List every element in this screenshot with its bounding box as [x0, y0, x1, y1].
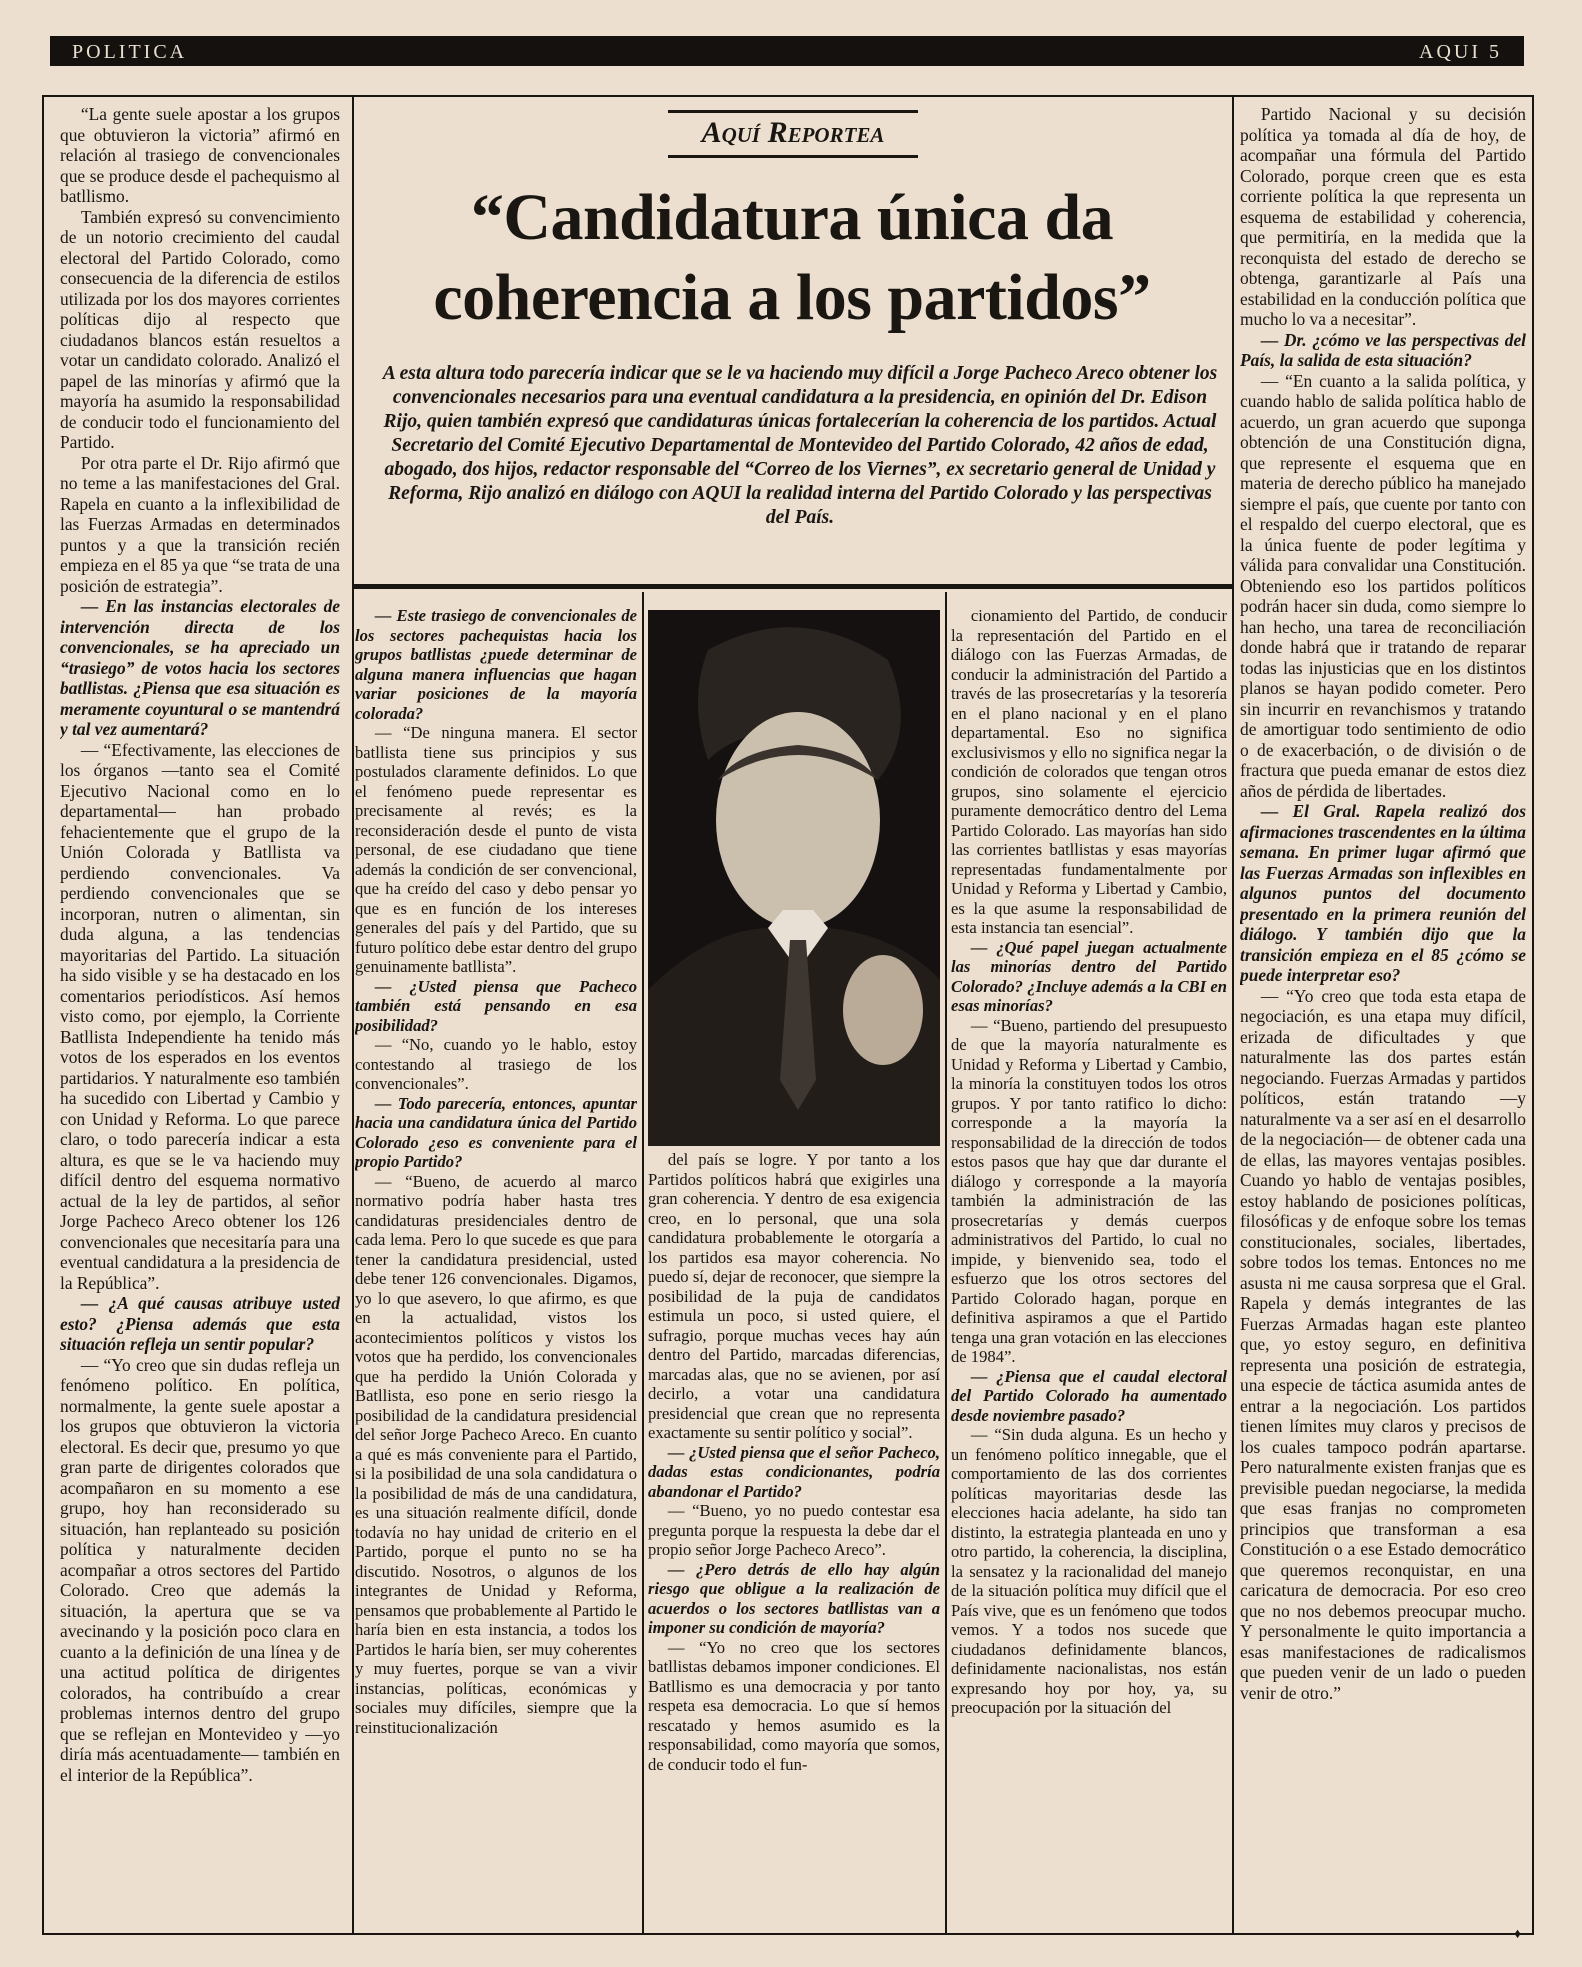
- interview-question: — El Gral. Rapela realizó dos afirmaciones trascendentes en la última semana. En primer lugar afirmó que las Fuerzas Armadas son inflexibles en algunos puntos del documento presentado en la primera reunión del diálogo. Y también dijo que la transición empieza en el 85 ¿cómo se puede interpretar eso?: [1240, 801, 1526, 985]
- interview-question: — Este trasiego de convencionales de los sectores pachequistas hacia los grupos batllistas ¿puede determinar de alguna manera influencias que hagan variar posiciones de la mayoría colorada?: [355, 606, 637, 723]
- portrait-image: [648, 610, 940, 1146]
- paragraph: Por otra parte el Dr. Rijo afirmó que no teme a las manifestaciones del Gral. Rapela en cuanto a la inflexibilidad de las Fuerzas Armadas en determinados puntos y a que la transición recién empieza en el 85 ya que “se trata de una posición de estrategia”.: [60, 452, 340, 596]
- column-rule: [642, 592, 644, 1933]
- paragraph: — “No, cuando yo le hablo, estoy contestando al trasiego de los convencionales”.: [355, 1035, 637, 1093]
- interview-question: — ¿Qué papel juegan actualmente las minorías dentro del Partido Colorado? ¿Incluye además a la CBI en esas minorías?: [951, 937, 1227, 1015]
- paragraph: “La gente suele apostar a los grupos que obtuvieron la victoria” afirmó en relación al trasiego de convencionales que se produce desde el pachequismo al batllismo.: [60, 104, 340, 206]
- paragraph: — “En cuanto a la salida política, y cuando hablo de salida política hablo de acuerdo, un gran acuerdo que suponga obtención de una Constitución digna, que represente el esquema que en materia de derecho público ha manejado siempre el país, que cuente por tanto con el respaldo del cuerpo electoral, que es la única fuente de poder legítima y válida para convalidar una Constitución. Obteniendo eso los partidos políticos podrán hacer sin duda, como siempre lo han hecho, una tarea de reconciliación donde habrá que ir tratando de reparar todas las injusticias que en los distintos planos se hayan podido cometer. Pero sin incurrir en revanchismos y tratando de amortiguar todo sentimiento de odio o de exacerbación, o de división o de fractura que pueda emanar de estos diez años de pérdida de libertades.: [1240, 370, 1526, 801]
- section-name: POLITICA: [72, 41, 188, 63]
- paragraph: — “Efectivamente, las elecciones de los órganos —tanto sea el Comité Ejecutivo Nacional como en lo departamental— han probado fehacientemente que el grupo de la Unión Colorada y Batllista va perdiendo convencionales. Va perdiendo convencionales que se incorporan, nutren o alimentan, sin duda alguna, a las tendencias mayoritarias del Partido. La situación ha sido visible y se ha destacado en los comentarios periodísticos. Así hemos visto como, por ejemplo, la Corriente Batllista Independiente ha tenido más votos de los esperados en los eventos partidarios. Y naturalmente eso también ha sucedido con Libertad y Cambio y con Unidad y Reforma. Lo que parece claro, o todo parecería indicar a esta altura, es que se le va haciendo muy difícil dentro del esquema normativo actual de la ley de partidos, al señor Jorge Pacheco Areco obtener los 126 convencionales que necesitaría para una eventual candidatura a la presidencia de la República”.: [60, 739, 340, 1293]
- page-number: AQUI 5: [1419, 41, 1502, 63]
- column-3-lower: [648, 1150, 940, 1932]
- interview-question: — Dr. ¿cómo ve las perspectivas del País, la salida de esta situación?: [1240, 329, 1526, 370]
- portrait-photo: [648, 610, 940, 1146]
- paragraph: — “Bueno, de acuerdo al marco normativo podría haber hasta tres candidaturas presidenciales dentro de cada lema. Pero lo que sucede es que para tener la candidatura presidencial, usted debe tener 126 convencionales. Digamos, yo lo que asevero, lo que afirmo, es que en la actualidad, vistos los acontecimientos políticos y vistos los votos que ha perdido, los convencionales que ha perdido la Unión Colorada y Batllista, eso pone en serio riesgo la posibilidad de la candidatura presidencial del señor Jorge Pacheco Areco. En cuanto a qué es más conveniente para el Partido, si la posibilidad de una sola candidatura o la posibilidad de más de una candidatura, es una situación realmente difícil, donde todavía no hay unidad de criterio en el Partido, porque el punto no se ha discutido. Nosotros, o algunos de los integrantes de Unidad y Reforma, pensamos que probablemente al Partido le haría bien en esta instancia, a todos los Partidos le haría bien, ser muy coherentes y muy fuertes, porque se van a vivir instancias, políticas, económicas y sociales muy difíciles, siempre que la reinstitucionalización: [355, 1171, 637, 1737]
- paragraph: — “Yo creo que sin dudas refleja un fenómeno político. En política, normalmente, la gente suele apostar a los grupos que obtuvieron la victoria electoral. Es decir que, presumo yo que gran parte de dirigentes colorados que acompañaron en su momento a ese grupo, hoy han reconsiderado su situación, han replanteado su posición política y naturalmente deciden acompañar a otros sectores del Partido Colorado. Creo que además la situación, la apertura que se va avecinando y la posición poco clara en cuanto a la definición de una línea y de una actitud política de dirigentes colorados, ha contribuído a crear problemas internos dentro del grupo que se reflejan en Montevideo y —yo diría más acentuadamente— también en el interior de la República”.: [60, 1354, 340, 1785]
- headline: “Candidatura única da coherencia a los partidos”: [433, 181, 1151, 334]
- section-kicker: Aquí Reportea: [668, 110, 918, 158]
- column-4: [951, 606, 1227, 1932]
- interview-question: — ¿Pero detrás de ello hay algún riesgo que obligue a la realización de acuerdos o los sectores batllistas van a imponer su condición de mayoría?: [648, 1559, 940, 1637]
- paragraph: — “Yo creo que toda esta etapa de negociación, es una etapa muy difícil, erizada de dificultades y que naturalmente las dos partes están negociando. Fuerzas Armadas y partidos políticos, están tratando —y naturalmente va a ser así en el desarrollo de la negociación— de obtener cada una de ellas, las mayores ventajas posibles. Cuando yo hablo de ventajas posibles, estoy hablando de posiciones políticas, filosóficas y de enfoque sobre los temas constitucionales, sociales, libertades, sobre todos los temas. Entonces no me asusta ni me causa sorpresa que el Gral. Rapela y demás integrantes de las Fuerzas Armadas hagan este planteo que, yo estoy seguro, en definitiva representa una posición de estrategia, una especie de táctica asumida antes de entrar a la negociación. Los partidos tienen límites muy claros y precisos de los cuales tampoco podrán apartarse. Pero naturalmente existen franjas que es previsible puedan negociarse, la medida que esas franjas no comprometen principios que transforman a esa Constitución o a ese Estado democrático que queremos reconquistar, en una caricatura de democracia. Por eso creo que no nos debemos preocupar mucho. Y personalmente le quito importancia a esas manifestaciones de radicalismos que pueden venir de un lado o pueden venir de otro.”: [1240, 985, 1526, 1703]
- interview-question: — En las instancias electorales de intervención directa de los convencionales, se ha apreciado un “trasiego” de votos hacia los sectores batllistas. ¿Piensa que esa situación es meramente coyuntural o se mantendrá y tal vez aumentará?: [60, 596, 340, 739]
- interview-question: — Todo parecería, entonces, apuntar hacia una candidatura única del Partido Colorado ¿eso es conveniente para el propio Partido?: [355, 1093, 637, 1171]
- column-5: [1240, 104, 1526, 1932]
- header-bar: [50, 36, 1524, 66]
- lead-rule: [352, 584, 1234, 589]
- interview-question: — ¿Piensa que el caudal electoral del Partido Colorado ha aumentado desde noviembre pasado?: [951, 1366, 1227, 1425]
- column-1: [60, 104, 340, 1932]
- paragraph: — “De ninguna manera. El sector batllista tiene sus principios y sus postulados claramente definidos. Lo que el fenómeno puede representar es precisamente al revés; es la reconsideración desde el punto de vista personal, de ese ciudadano que tiene además la condición de ser convencional, que ha creído del caso y debo pensar yo que es en función de los intereses generales del país y del Partido, que su futuro político debe estar dentro del grupo genuinamente batllista”.: [355, 723, 637, 976]
- paragraph: También expresó su convencimiento de un notorio crecimiento del caudal electoral del Partido Colorado, como consecuencia de la diferencia de estilos utilizada por los dos mayores corrientes políticas dijo al respecto que ciudadanos blancos están resueltos a votar un candidato colorado. Analizó el papel de las minorías y afirmó que la mayoría ha asumido la responsabilidad de conducir todo el funcionamiento del Partido.: [60, 206, 340, 452]
- interview-question: — ¿A qué causas atribuye usted esto? ¿Piensa además que esta situación refleja un sentir popular?: [60, 1293, 340, 1354]
- column-rule: [1232, 97, 1234, 1933]
- column-rule: [352, 97, 354, 1933]
- paragraph: — “Bueno, yo no puedo contestar esa pregunta porque la respuesta la debe dar el propio señor Jorge Pacheco Areco”.: [648, 1501, 940, 1559]
- end-mark: ♦: [1514, 1927, 1522, 1942]
- column-rule: [945, 592, 947, 1933]
- column-2: [355, 606, 637, 1932]
- lead-paragraph: A esta altura todo parecería indicar que se le va haciendo muy difícil a Jorge Pacheco Areco obtener los convencionales necesarios para una eventual candidatura a la presidencia, en opinión del Dr. Edison Rijo, quien también expresó que candidaturas únicas fortalecerían la coherencia de los partidos. Actual Secretario del Comité Ejecutivo Departamental de Montevideo del Partido Colorado, 42 años de edad, abogado, dos hijos, redactor responsable del “Correo de los Viernes”, ex secretario general de Unidad y Reforma, Rijo analizó en diálogo con AQUI la realidad interna del Partido Colorado y las perspectivas del País.: [382, 363, 1218, 528]
- paragraph: — “Yo no creo que los sectores batllistas debamos imponer condiciones. El Batllismo es una democracia y por tanto respeta esa democracia. Lo que sí hemos rescatado y hemos asumido es la responsabilidad, como mayoría que somos, de conducir todo el fun-: [648, 1637, 940, 1774]
- paragraph: del país se logre. Y por tanto a los Partidos políticos habrá que exigirles una gran coherencia. Y dentro de esa exigencia creo, en lo personal, que una sola candidatura probablemente le otorgaría a los partidos esa mayor coherencia. No puedo sí, dejar de reconocer, que siempre la posibilidad de la puja de candidatos estimula un poco, si usted quiere, el sufragio, porque muchas veces hay aún dentro del Partido, marcadas diferencias, marcadas alas, que no se avienen, por así decirlo, a votar una candidatura presidencial que crean que no representa exactamente su sentir político y social”.: [648, 1150, 940, 1442]
- interview-question: — ¿Usted piensa que el señor Pacheco, dadas estas condicionantes, podría abandonar el Partido?: [648, 1442, 940, 1501]
- paragraph: Partido Nacional y su decisión política ya tomada al día de hoy, de acompañar una fórmula del Partido Colorado, porque creen que es esta corriente política la que representa un esquema de estabilidad y coherencia, que permitiría, en la medida que la reconquista del estado de derecho se obtenga, garantizarle al País una estabilidad en la conducción política que mucho lo va a necesitar”.: [1240, 104, 1526, 329]
- paragraph: — “Sin duda alguna. Es un hecho y un fenómeno político innegable, que el comportamiento de las dos corrientes políticas mayoritarias desde las elecciones hacia adelante, ha sido tan distinto, la estrategia planteada en uno y otro partido, la coherencia, la disciplina, la sensatez y la racionalidad del manejo de la situación política muy difícil que el País vive, que es un fenómeno que todos vemos. Y a todos nos sucede que ciudadanos definidamente blancos, definidamente nacionalistas, nos están expresando hoy por hoy, ya, su preocupación por la situación del: [951, 1425, 1227, 1717]
- paragraph: cionamiento del Partido, de conducir la representación del Partido en el diálogo con las Fuerzas Armadas, de conducir la administración del Partido a través de las prosecretarías y la tesorería en el plano nacional y en el plano departamental. Eso no significa exclusivismos y ello no significa negar la condición de colorados que tengan otros grupos, sino solamente el ejercicio puramente democrático dentro del Lema Partido Colorado. Las mayorías han sido las corrientes batllistas y esas mayorías representadas fundamentalmente por Unidad y Reforma y Libertad y Cambio, es la que asume la responsabilidad de esta instancia tan esencial”.: [951, 606, 1227, 937]
- paragraph: — “Bueno, partiendo del presupuesto de que la mayoría naturalmente es Unidad y Reforma y Libertad y Cambio, la minoría la constituyen todos los otros grupos. Y por tanto ratifico lo dicho: corresponde a la mayoría la responsabilidad de la dirección de todos estos pasos que hay que dar durante el diálogo y corresponde a la mayoría también la administración de las prosecretarías y demás cuerpos administrativos del Partido, lo cual no impide, y bienvenido sea, todo el esfuerzo que los otros sectores del Partido Colorado hagan, porque en definitiva aspiramos a que el Partido tenga una gran votación en las elecciones de 1984”.: [951, 1015, 1227, 1366]
- interview-question: — ¿Usted piensa que Pacheco también está pensando en esa posibilidad?: [355, 976, 637, 1035]
